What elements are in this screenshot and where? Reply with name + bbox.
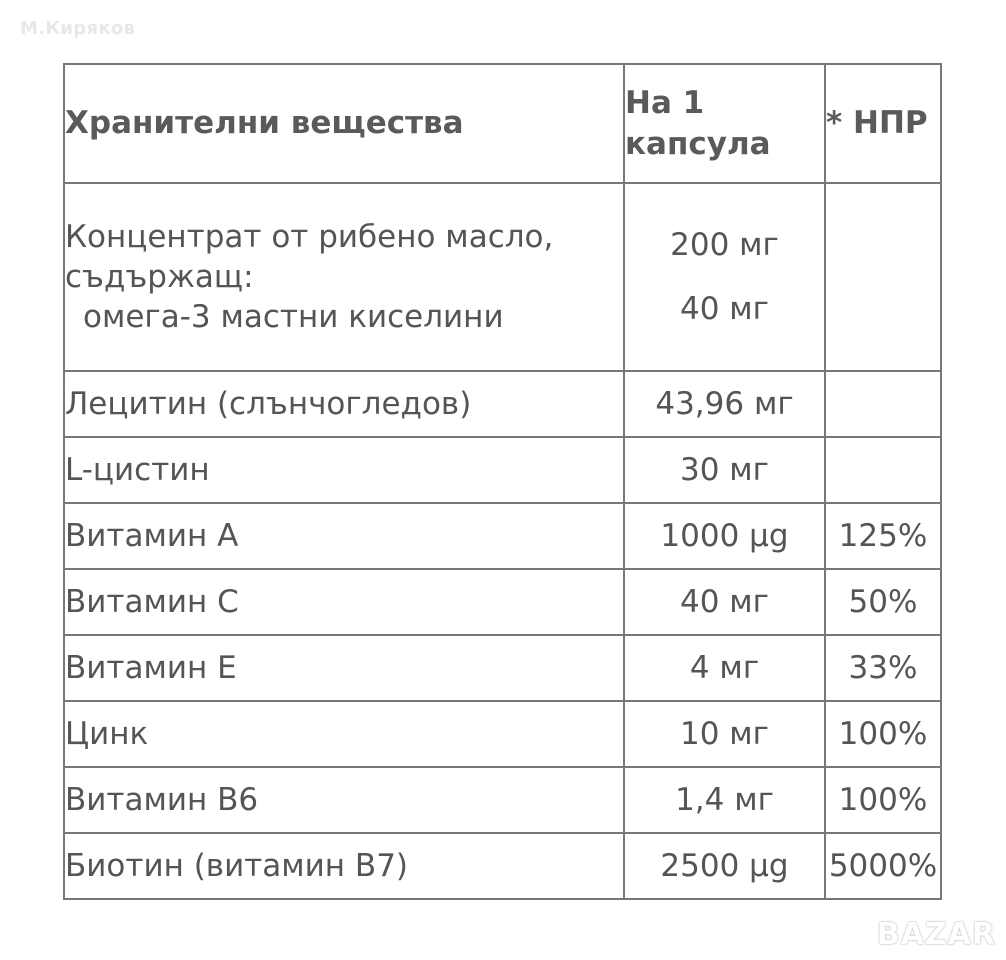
- nutrient-name-cell: Витамин A: [64, 503, 624, 569]
- header-per-capsule: [624, 64, 825, 183]
- nutrient-name-cell: Цинк: [64, 701, 624, 767]
- nutrient-amount-cell: 43,96 мг: [624, 371, 825, 437]
- table-row: [64, 569, 941, 635]
- table-row-fish-oil: [64, 183, 941, 371]
- nutrient-npr-cell: 100%: [825, 701, 941, 767]
- nutrition-table: [63, 63, 942, 900]
- nutrient-npr-cell: 125%: [825, 503, 941, 569]
- table-row: [64, 635, 941, 701]
- nutrient-npr-cell: [825, 437, 941, 503]
- header-per-capsule-line2: капсула: [625, 125, 771, 162]
- fish-oil-name-line1: Концентрат от рибено масло,: [65, 218, 554, 255]
- fish-oil-amount-cell: [624, 183, 825, 371]
- nutrient-name-cell: Витамин E: [64, 635, 624, 701]
- nutrient-amount-cell: 1000 µg: [624, 503, 825, 569]
- table-row: [64, 437, 941, 503]
- table-row: [64, 503, 941, 569]
- table-body: [64, 183, 941, 899]
- nutrient-amount-cell: 1,4 мг: [624, 767, 825, 833]
- nutrient-npr-cell: 5000%: [825, 833, 941, 899]
- table-row: [64, 833, 941, 899]
- nutrient-amount-cell: 4 мг: [624, 635, 825, 701]
- fish-oil-npr-cell: [825, 183, 941, 371]
- header-npr: * НПР: [825, 64, 941, 183]
- nutrient-npr-cell: 33%: [825, 635, 941, 701]
- table-row: [64, 371, 941, 437]
- fish-oil-amount-line1: 200 мг: [670, 227, 779, 263]
- header-nutrients: Хранителни вещества: [64, 64, 624, 183]
- nutrient-name-cell: Лецитин (слънчогледов): [64, 371, 624, 437]
- table-header: [64, 64, 941, 183]
- table-row: [64, 701, 941, 767]
- nutrient-npr-cell: [825, 371, 941, 437]
- nutrient-name-cell: Витамин C: [64, 569, 624, 635]
- fish-oil-name-line3: омега-3 мастни киселини: [83, 299, 504, 336]
- nutrient-name-cell: L-цистин: [64, 437, 624, 503]
- author-watermark: М.Киряков: [20, 18, 136, 39]
- nutrient-amount-cell: 40 мг: [624, 569, 825, 635]
- nutrient-name-cell: Витамин B6: [64, 767, 624, 833]
- header-per-capsule-line1: На 1: [625, 85, 705, 122]
- nutrient-npr-cell: 100%: [825, 767, 941, 833]
- nutrient-amount-cell: 2500 µg: [624, 833, 825, 899]
- table-row: [64, 767, 941, 833]
- fish-oil-name-line2: съдържащ:: [65, 258, 254, 295]
- header-row: [64, 64, 941, 183]
- bazar-logo: BAZAR: [876, 917, 996, 952]
- nutrient-npr-cell: 50%: [825, 569, 941, 635]
- nutrient-name-cell: Биотин (витамин B7): [64, 833, 624, 899]
- fish-oil-name-cell: [64, 183, 624, 371]
- fish-oil-amount-line2: 40 мг: [680, 291, 769, 327]
- nutrient-amount-cell: 10 мг: [624, 701, 825, 767]
- nutrient-amount-cell: 30 мг: [624, 437, 825, 503]
